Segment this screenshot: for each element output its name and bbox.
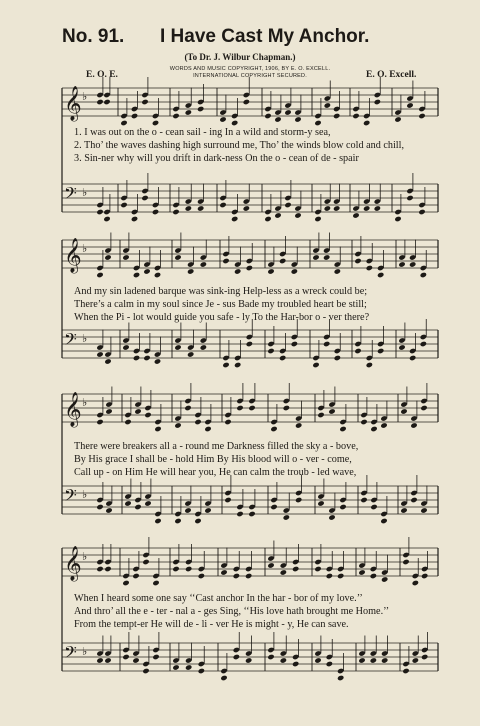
note-head bbox=[174, 344, 181, 350]
note-head bbox=[187, 351, 194, 357]
note-head bbox=[103, 216, 110, 222]
note-head bbox=[220, 569, 227, 575]
note-head bbox=[354, 258, 361, 264]
note-head bbox=[236, 511, 243, 517]
note-head bbox=[174, 254, 181, 260]
note-head bbox=[324, 205, 331, 211]
note-head bbox=[248, 405, 255, 411]
note-head bbox=[154, 272, 161, 278]
note-head bbox=[248, 511, 255, 517]
dedication: (To Dr. J. Wilbur Chapman.) bbox=[184, 52, 296, 62]
note-head bbox=[200, 261, 207, 267]
note-head bbox=[141, 99, 148, 105]
note-head bbox=[197, 106, 204, 112]
note-head bbox=[96, 272, 103, 278]
bass-clef: 𝄢 bbox=[64, 485, 77, 509]
note-head bbox=[370, 657, 377, 663]
note-head bbox=[187, 268, 194, 274]
note-head bbox=[279, 258, 286, 264]
note-head bbox=[220, 675, 227, 681]
note-head bbox=[267, 562, 274, 568]
note-head bbox=[312, 254, 319, 260]
note-head bbox=[184, 507, 191, 513]
note-head bbox=[314, 566, 321, 572]
note-head bbox=[243, 99, 250, 105]
note-head bbox=[219, 116, 226, 122]
lyric-line: From the tempt-er He will de - li - ver He is might - y, He can save. bbox=[74, 619, 349, 630]
note-head bbox=[264, 113, 271, 119]
note-head bbox=[324, 102, 331, 108]
note-head bbox=[200, 344, 207, 350]
note-head bbox=[421, 573, 428, 579]
note-head bbox=[294, 212, 301, 218]
note-head bbox=[270, 426, 277, 432]
note-head bbox=[234, 268, 241, 274]
note-head bbox=[374, 205, 381, 211]
note-head bbox=[418, 209, 425, 215]
note-head bbox=[245, 657, 252, 663]
note-head bbox=[394, 116, 401, 122]
note-head bbox=[96, 99, 103, 105]
note-head bbox=[295, 497, 302, 503]
note-head bbox=[219, 202, 226, 208]
bass-clef: 𝄢 bbox=[64, 642, 77, 666]
lyric-line: And my sin ladened barque was sink-ing Help-less as a wreck could be; bbox=[74, 286, 368, 297]
note-head bbox=[96, 419, 103, 425]
note-head bbox=[231, 216, 238, 222]
note-head bbox=[410, 422, 417, 428]
note-head bbox=[381, 576, 388, 582]
note-head bbox=[420, 507, 427, 513]
note-head bbox=[317, 500, 324, 506]
note-head bbox=[144, 412, 151, 418]
note-head bbox=[143, 355, 150, 361]
treble-clef: 𝄞 bbox=[64, 546, 82, 581]
note-head bbox=[412, 580, 419, 586]
note-head bbox=[172, 113, 179, 119]
note-head bbox=[333, 113, 340, 119]
treble-clef: 𝄞 bbox=[64, 238, 82, 273]
note-head bbox=[103, 99, 110, 105]
note-head bbox=[274, 212, 281, 218]
note-head bbox=[284, 202, 291, 208]
flat-sign: ♭ bbox=[82, 550, 88, 563]
note-head bbox=[222, 362, 229, 368]
composer-credit: E. O. Excell. bbox=[366, 70, 417, 80]
lyric-line: 1. I was out on the o - cean sail - ing In a wild and storm-y sea, bbox=[74, 127, 331, 138]
note-head bbox=[283, 405, 290, 411]
note-head bbox=[274, 116, 281, 122]
note-head bbox=[366, 362, 373, 368]
lyric-line: When the Pi - lot would guide you safe - ly To the Har-bor o - ver there? bbox=[74, 312, 370, 323]
note-head bbox=[246, 341, 253, 347]
flat-sign: ♭ bbox=[82, 488, 88, 501]
note-head bbox=[370, 426, 377, 432]
note-head bbox=[267, 348, 274, 354]
note-head bbox=[222, 258, 229, 264]
note-head bbox=[96, 209, 103, 215]
note-head bbox=[143, 268, 150, 274]
note-head bbox=[267, 268, 274, 274]
note-head bbox=[420, 405, 427, 411]
note-head bbox=[337, 675, 344, 681]
note-head bbox=[370, 504, 377, 510]
note-head bbox=[292, 661, 299, 667]
lyric-line: Call up - on Him He will hear you, He can calm the troub - led wave, bbox=[74, 467, 357, 478]
note-head bbox=[224, 497, 231, 503]
note-head bbox=[420, 341, 427, 347]
note-head bbox=[194, 419, 201, 425]
note-head bbox=[154, 426, 161, 432]
note-head bbox=[323, 254, 330, 260]
note-head bbox=[402, 668, 409, 674]
note-head bbox=[312, 362, 319, 368]
note-head bbox=[295, 422, 302, 428]
note-head bbox=[184, 405, 191, 411]
note-head bbox=[418, 113, 425, 119]
lyric-line: There were breakers all a - round me Darkness filled the sky a - bove, bbox=[74, 441, 359, 452]
note-head bbox=[104, 657, 111, 663]
note-head bbox=[204, 507, 211, 513]
lyric-line: By His grace I shall be - hold Him By His blood will o - ver - come, bbox=[74, 454, 352, 465]
note-head bbox=[402, 559, 409, 565]
note-head bbox=[380, 518, 387, 524]
flat-sign: ♭ bbox=[82, 186, 88, 199]
note-head bbox=[234, 362, 241, 368]
note-head bbox=[105, 408, 112, 414]
bass-clef: 𝄢 bbox=[64, 329, 77, 353]
hymn-number: No. 91. bbox=[62, 26, 125, 47]
lyric-line: 2. Tho’ the waves dashing high surround me, Tho’ the winds blow cold and chill, bbox=[74, 140, 405, 151]
note-head bbox=[326, 661, 333, 667]
lyric-line: 3. Sin-ner why will you drift in dark-ness On the o - cean of de - spair bbox=[74, 153, 359, 164]
note-head bbox=[133, 272, 140, 278]
note-head bbox=[394, 216, 401, 222]
flat-sign: ♭ bbox=[82, 645, 88, 658]
note-head bbox=[152, 654, 159, 660]
note-head bbox=[134, 408, 141, 414]
note-head bbox=[339, 504, 346, 510]
note-head bbox=[204, 426, 211, 432]
copyright-line-2: INTERNATIONAL COPYRIGHT SECURED. bbox=[193, 73, 307, 79]
note-head bbox=[224, 419, 231, 425]
note-head bbox=[124, 419, 131, 425]
bass-clef: 𝄢 bbox=[64, 183, 77, 207]
note-head bbox=[144, 500, 151, 506]
note-head bbox=[245, 573, 252, 579]
note-head bbox=[400, 507, 407, 513]
note-head bbox=[122, 344, 129, 350]
note-head bbox=[294, 116, 301, 122]
note-head bbox=[409, 261, 416, 267]
lyric-line: There’s a calm in my soul since Je - sus Bade my troubled heart be still; bbox=[74, 299, 367, 310]
note-head bbox=[105, 507, 112, 513]
note-head bbox=[334, 268, 341, 274]
note-head bbox=[354, 348, 361, 354]
note-head bbox=[198, 573, 205, 579]
note-head bbox=[104, 254, 111, 260]
note-head bbox=[358, 569, 365, 575]
note-head bbox=[421, 654, 428, 660]
lyric-line: When I heard some one say ‘‘Cast anchor In the har - bor of my love.’’ bbox=[74, 593, 363, 604]
note-head bbox=[360, 497, 367, 503]
note-head bbox=[280, 569, 287, 575]
note-head bbox=[328, 408, 335, 414]
note-head bbox=[358, 657, 365, 663]
note-head bbox=[132, 657, 139, 663]
note-head bbox=[292, 566, 299, 572]
note-head bbox=[172, 566, 179, 572]
note-head bbox=[174, 422, 181, 428]
note-head bbox=[314, 657, 321, 663]
note-head bbox=[370, 573, 377, 579]
note-head bbox=[132, 573, 139, 579]
note-head bbox=[120, 202, 127, 208]
note-head bbox=[104, 566, 111, 572]
note-head bbox=[142, 668, 149, 674]
note-head bbox=[154, 358, 161, 364]
note-head bbox=[142, 559, 149, 565]
note-head bbox=[366, 265, 373, 271]
note-head bbox=[398, 344, 405, 350]
note-head bbox=[412, 657, 419, 663]
note-head bbox=[185, 664, 192, 670]
note-head bbox=[96, 566, 103, 572]
note-head bbox=[233, 654, 240, 660]
note-head bbox=[270, 504, 277, 510]
note-head bbox=[377, 272, 384, 278]
note-head bbox=[96, 351, 103, 357]
note-head bbox=[352, 113, 359, 119]
note-head bbox=[337, 573, 344, 579]
note-head bbox=[172, 664, 179, 670]
note-head bbox=[409, 355, 416, 361]
note-head bbox=[131, 216, 138, 222]
note-head bbox=[194, 518, 201, 524]
note-head bbox=[328, 514, 335, 520]
note-head bbox=[122, 580, 129, 586]
note-head bbox=[185, 109, 192, 115]
note-head bbox=[377, 348, 384, 354]
note-head bbox=[141, 195, 148, 201]
note-head bbox=[124, 500, 131, 506]
note-head bbox=[122, 254, 129, 260]
note-head bbox=[279, 355, 286, 361]
note-head bbox=[291, 268, 298, 274]
note-head bbox=[243, 205, 250, 211]
note-head bbox=[326, 573, 333, 579]
note-head bbox=[381, 657, 388, 663]
note-head bbox=[374, 99, 381, 105]
treble-clef: 𝄞 bbox=[64, 86, 82, 121]
note-head bbox=[291, 341, 298, 347]
note-head bbox=[154, 518, 161, 524]
note-head bbox=[152, 580, 159, 586]
note-head bbox=[380, 422, 387, 428]
note-head bbox=[267, 654, 274, 660]
note-head bbox=[104, 358, 111, 364]
note-head bbox=[172, 209, 179, 215]
note-head bbox=[339, 426, 346, 432]
lyricist-credit: E. O. E. bbox=[86, 70, 118, 80]
treble-clef: 𝄞 bbox=[64, 392, 82, 427]
note-head bbox=[96, 657, 103, 663]
note-head bbox=[122, 654, 129, 660]
note-head bbox=[198, 668, 205, 674]
note-head bbox=[264, 216, 271, 222]
note-head bbox=[360, 419, 367, 425]
note-head bbox=[246, 265, 253, 271]
note-head bbox=[420, 272, 427, 278]
note-head bbox=[323, 341, 330, 347]
note-head bbox=[314, 216, 321, 222]
note-head bbox=[317, 412, 324, 418]
note-head bbox=[400, 408, 407, 414]
copyright-line-1: WORDS AND MUSIC COPYRIGHT, 1906, BY E. O. EXCELL. bbox=[169, 66, 331, 72]
lyric-line: And thro’ all the e - ter - nal a - ges Sing, ‘‘His love hath brought me Home.’’ bbox=[74, 606, 390, 617]
flat-sign: ♭ bbox=[82, 90, 88, 103]
note-head bbox=[284, 109, 291, 115]
note-head bbox=[133, 355, 140, 361]
note-head bbox=[352, 212, 359, 218]
note-head bbox=[174, 518, 181, 524]
note-head bbox=[410, 497, 417, 503]
note-head bbox=[398, 261, 405, 267]
note-head bbox=[96, 504, 103, 510]
note-head bbox=[280, 657, 287, 663]
note-head bbox=[152, 209, 159, 215]
note-head bbox=[406, 102, 413, 108]
note-head bbox=[333, 205, 340, 211]
note-head bbox=[236, 405, 243, 411]
flat-sign: ♭ bbox=[82, 332, 88, 345]
note-head bbox=[185, 566, 192, 572]
flat-sign: ♭ bbox=[82, 396, 88, 409]
flat-sign: ♭ bbox=[82, 242, 88, 255]
note-head bbox=[283, 514, 290, 520]
note-head bbox=[363, 205, 370, 211]
note-head bbox=[406, 195, 413, 201]
note-head bbox=[134, 504, 141, 510]
note-head bbox=[334, 355, 341, 361]
note-head bbox=[233, 573, 240, 579]
note-head bbox=[185, 205, 192, 211]
note-head bbox=[131, 113, 138, 119]
note-head bbox=[197, 205, 204, 211]
hymn-title: I Have Cast My Anchor. bbox=[160, 26, 370, 47]
